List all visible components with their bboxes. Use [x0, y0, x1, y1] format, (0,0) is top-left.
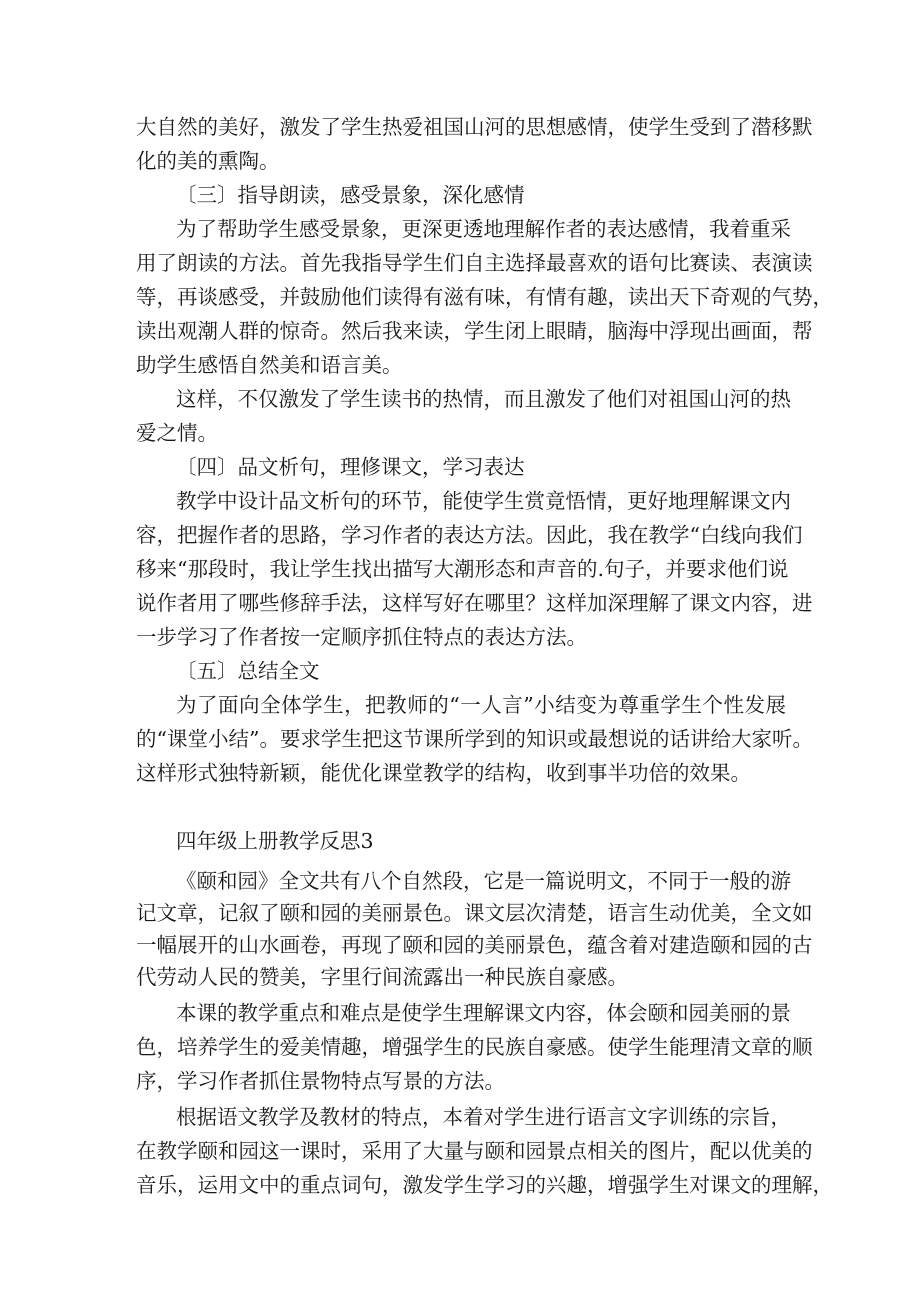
paragraph-line: 读出观潮人群的惊奇。然后我来读，学生闭上眼睛，脑海中浮现出画面，帮 — [136, 319, 813, 343]
paragraph-line: 音乐，运用文中的重点词句，激发学生学习的兴趣，增强学生对课文的理解， — [136, 1173, 833, 1197]
paragraph-line: 这样，不仅激发了学生读书的热情，而且激发了他们对祖国山河的热 — [176, 387, 791, 411]
paragraph-line: 本课的教学重点和难点是使学生理解课文内容，体会颐和园美丽的景 — [176, 1001, 791, 1025]
paragraph-line: 用了朗读的方法。首先我指导学生们自主选择最喜欢的语句比赛读、表演读 — [136, 251, 813, 275]
paragraph-line: 为了面向全体学生，把教师的“一人言”小结变为尊重学生个性发展 — [176, 693, 786, 717]
paragraph-line: 一步学习了作者按一定顺序抓住特点的表达方法。 — [136, 625, 587, 649]
section-heading: 四年级上册教学反思3 — [176, 829, 374, 853]
paragraph-line: 记文章，记叙了颐和园的美丽景色。课文层次清楚，语言生动优美，全文如 — [136, 901, 813, 925]
paragraph-line: 根据语文教学及教材的特点，本着对学生进行语言文字训练的宗旨， — [176, 1105, 791, 1129]
paragraph-line: 爱之情。 — [136, 421, 218, 445]
paragraph-line: 大自然的美好，激发了学生热爱祖国山河的思想感情，使学生受到了潜移默 — [136, 115, 813, 139]
paragraph-line: 的“课堂小结”。要求学生把这节课所学到的知识或最想说的话讲给大家听。 — [136, 727, 813, 751]
paragraph-line: 移来“那段时，我让学生找出描写大潮形态和声音的.句子，并要求他们说 — [136, 557, 789, 581]
paragraph-line: 《颐和园》全文共有八个自然段，它是一篇说明文，不同于一般的游 — [176, 869, 791, 893]
paragraph-line: 教学中设计品文析句的环节，能使学生赏竟悟情，更好地理解课文内 — [176, 489, 791, 513]
paragraph-line: 化的美的熏陶。 — [136, 149, 280, 173]
paragraph-line: 这样形式独特新颖，能优化课堂教学的结构，收到事半功倍的效果。 — [136, 761, 751, 785]
section-heading: 〔四〕品文析句，理修课文，学习表达 — [176, 455, 525, 479]
paragraph-line: 助学生感悟自然美和语言美。 — [136, 353, 403, 377]
paragraph-line: 序，学习作者抓住景物特点写景的方法。 — [136, 1069, 505, 1093]
paragraph-line: 一幅展开的山水画卷，再现了颐和园的美丽景色，蕴含着对建造颐和园的古 — [136, 933, 813, 957]
section-heading: 〔五〕总结全文 — [176, 659, 320, 683]
paragraph-line: 说作者用了哪些修辞手法，这样写好在哪里？这样加深理解了课文内容，进 — [136, 591, 813, 615]
section-heading: 〔三〕指导朗读，感受景象，深化感情 — [176, 183, 525, 207]
paragraph-line: 代劳动人民的赞美，字里行间流露出一种民族自豪感。 — [136, 965, 628, 989]
paragraph-line: 在教学颐和园这一课时，采用了大量与颐和园景点相关的图片，配以优美的 — [136, 1139, 813, 1163]
paragraph-line: 为了帮助学生感受景象，更深更透地理解作者的表达感情，我着重采 — [176, 217, 791, 241]
paragraph-line: 等，再谈感受，并鼓励他们读得有滋有味，有情有趣，读出天下奇观的气势， — [136, 285, 833, 309]
paragraph-line: 色，培养学生的爱美情趣，增强学生的民族自豪感。使学生能理清文章的顺 — [136, 1035, 813, 1059]
paragraph-line: 容，把握作者的思路，学习作者的表达方法。因此，我在教学“白线向我们 — [136, 523, 803, 547]
